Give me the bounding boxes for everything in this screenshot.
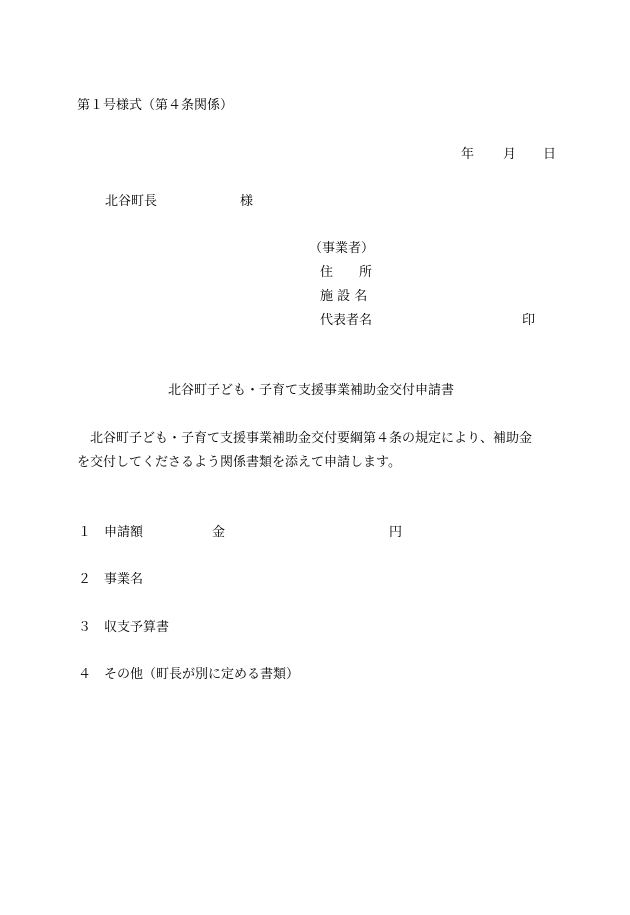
date-year: 年 xyxy=(461,147,475,162)
representative-label: 代表者名 xyxy=(320,313,373,328)
applicant-heading: （事業者） xyxy=(309,241,375,256)
amount-suffix: 円 xyxy=(389,525,403,540)
date-day: 日 xyxy=(543,147,557,162)
item-number: １ xyxy=(78,525,92,540)
item-number: ４ xyxy=(78,667,92,682)
addressee-honorific: 様 xyxy=(240,194,254,209)
date-month: 月 xyxy=(503,147,517,162)
item-label: 申請額 xyxy=(104,525,144,540)
item-number: ２ xyxy=(78,572,92,587)
item-label: 事業名 xyxy=(104,572,144,587)
amount-prefix: 金 xyxy=(212,525,226,540)
facility-label: 施 設 名 xyxy=(320,289,368,304)
form-number: 第１号様式（第４条関係） xyxy=(77,98,234,113)
seal-mark: 印 xyxy=(522,313,536,328)
address-label: 住 所 xyxy=(320,265,373,280)
body-line-1: 北谷町子ども・子育て支援事業補助金交付要綱第４条の規定により、補助金 xyxy=(90,431,533,446)
addressee-name: 北谷町長 xyxy=(105,194,158,209)
item-label: その他（町長が別に定める書類） xyxy=(104,667,300,682)
item-number: ３ xyxy=(78,620,92,635)
item-label: 収支予算書 xyxy=(104,620,170,635)
document-title: 北谷町子ども・子育て支援事業補助金交付申請書 xyxy=(168,383,455,398)
body-line-2: を交付してくださるよう関係書類を添えて申請します。 xyxy=(77,455,401,470)
